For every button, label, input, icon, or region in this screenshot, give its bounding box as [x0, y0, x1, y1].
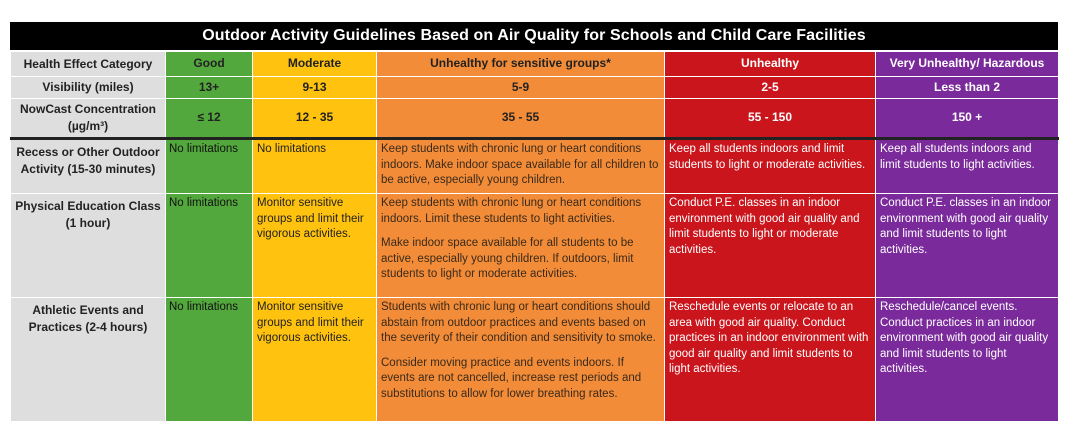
concentration-very-unhealthy: 150 + [876, 99, 1059, 139]
header-row-visibility [11, 77, 1059, 99]
pe-usg-text-2: Make indoor space available for all students to be active, especially young children. If outdoors, limit students to light or moderate activities. [381, 237, 634, 280]
row-label-pe: Physical Education Class (1 hour) [11, 194, 166, 298]
activity-row-athletics [11, 298, 1059, 422]
row-label-health-effect: Health Effect Category [11, 52, 166, 77]
category-very-unhealthy: Very Unhealthy/ Hazardous [876, 52, 1059, 77]
athletics-unhealthy: Reschedule events or relocate to an area with good air quality. Conduct practices in an indoor environment with good air quality and limit students to light activities. [665, 298, 876, 422]
visibility-good: 13+ [166, 77, 253, 99]
page-title: Outdoor Activity Guidelines Based on Air Quality for Schools and Child Care Facilities [10, 22, 1058, 50]
guidelines-table [10, 51, 1059, 422]
concentration-moderate: 12 - 35 [253, 99, 377, 139]
athletics-moderate: Monitor sensitive groups and limit their vigorous activities. [253, 298, 377, 422]
visibility-very-unhealthy: Less than 2 [876, 77, 1059, 99]
category-unhealthy: Unhealthy [665, 52, 876, 77]
visibility-usg: 5-9 [377, 77, 665, 99]
header-row-concentration [11, 99, 1059, 139]
category-usg: Unhealthy for sensitive groups* [377, 52, 665, 77]
visibility-moderate: 9-13 [253, 77, 377, 99]
category-moderate: Moderate [253, 52, 377, 77]
activity-row-recess [11, 139, 1059, 194]
guidelines-chart [10, 22, 1058, 426]
concentration-good: ≤ 12 [166, 99, 253, 139]
athletics-usg-text-2: Consider moving practice and events indoors. If events are not cancelled, increase rest periods and substitutions to allow for lower breathing rates. [381, 356, 642, 400]
recess-good: No limitations [166, 139, 253, 194]
pe-good: No limitations [166, 194, 253, 298]
athletics-usg [377, 298, 665, 422]
concentration-usg: 35 - 55 [377, 99, 665, 139]
athletics-usg-text-1: Students with chronic lung or heart conditions should abstain from outdoor practices and events based on the severity of their condition and sensitivity to smoke. [381, 301, 656, 344]
recess-moderate: No limitations [253, 139, 377, 194]
recess-usg-text: Keep students with chronic lung or heart conditions indoors. Make indoor space available for all children to be active, especially young children. [381, 143, 659, 186]
activity-row-pe [11, 194, 1059, 298]
athletics-good: No limitations [166, 298, 253, 422]
pe-usg-text-1: Keep students with chronic lung or heart conditions indoors. Limit these students to light activities. [381, 197, 642, 225]
recess-unhealthy: Keep all students indoors and limit students to light or moderate activities. [665, 139, 876, 194]
row-label-concentration: NowCast Concentration (µg/m³) [11, 99, 166, 139]
category-good: Good [166, 52, 253, 77]
row-label-recess: Recess or Other Outdoor Activity (15-30 minutes) [11, 139, 166, 194]
recess-very-unhealthy: Keep all students indoors and limit students to light activities. [876, 139, 1059, 194]
recess-usg [377, 139, 665, 194]
pe-usg [377, 194, 665, 298]
visibility-unhealthy: 2-5 [665, 77, 876, 99]
header-row-category [11, 52, 1059, 77]
concentration-unhealthy: 55 - 150 [665, 99, 876, 139]
athletics-very-unhealthy: Reschedule/cancel events. Conduct practices in an indoor environment with good air quality and limit students to light activities. [876, 298, 1059, 422]
row-label-athletics: Athletic Events and Practices (2-4 hours) [11, 298, 166, 422]
row-label-visibility: Visibility (miles) [11, 77, 166, 99]
pe-moderate: Monitor sensitive groups and limit their vigorous activities. [253, 194, 377, 298]
pe-unhealthy: Conduct P.E. classes in an indoor environment with good air quality and limit students to light or moderate activities. [665, 194, 876, 298]
pe-very-unhealthy: Conduct P.E. classes in an indoor environment with good air quality and limit students to light activities. [876, 194, 1059, 298]
